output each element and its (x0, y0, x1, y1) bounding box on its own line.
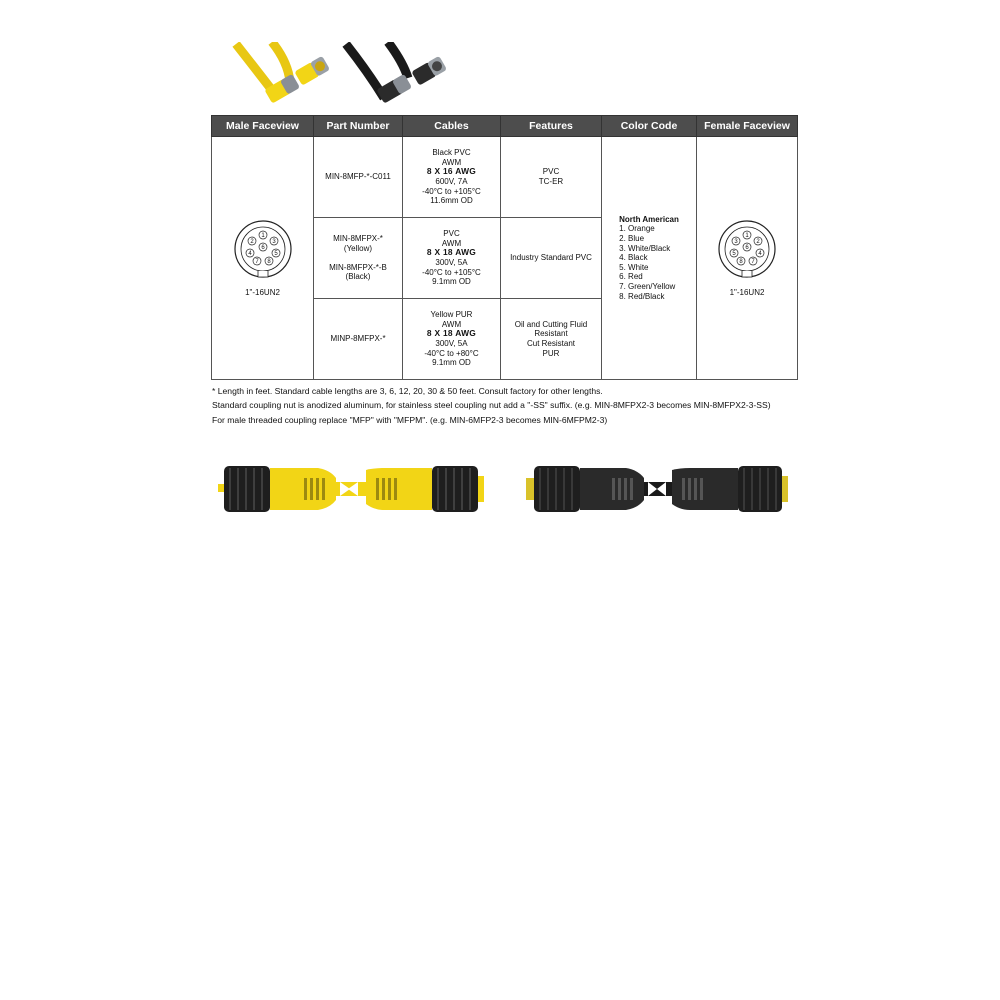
svg-text:6: 6 (260, 244, 265, 251)
part-number: MIN-8MFP-*-C011 (325, 172, 391, 182)
part-number-cell (314, 299, 403, 380)
svg-text:8: 8 (266, 258, 271, 265)
male-pin-8 (265, 257, 273, 265)
male-pin-4 (246, 249, 254, 257)
black-connector-pair-photo (526, 458, 788, 520)
svg-text:4: 4 (758, 250, 762, 257)
feature-line: Cut Resistant (526, 339, 576, 348)
color-code-item: 7. Green/Yellow (619, 281, 676, 291)
color-code-item: 6. Red (619, 272, 643, 282)
color-code-item: 2. Blue (619, 234, 645, 244)
feature-line: PVC (542, 167, 560, 177)
female-pin-6 (743, 243, 751, 251)
svg-text:5: 5 (732, 250, 736, 257)
cable-line: Yellow PUR (430, 310, 473, 320)
svg-text:7: 7 (751, 258, 755, 265)
svg-text:2: 2 (756, 238, 760, 245)
features-cell (501, 299, 602, 380)
svg-text:1: 1 (745, 232, 749, 239)
feature-line: PUR (542, 348, 560, 358)
color-code-item: 1. Orange (619, 224, 655, 234)
cable-line: PVC (443, 229, 460, 239)
svg-text:3: 3 (271, 238, 276, 245)
svg-text:2: 2 (249, 238, 254, 245)
color-code-title: North American (619, 214, 679, 224)
male-pin-7 (253, 257, 261, 265)
male-pin-2 (248, 237, 256, 245)
female-thread-size: 1"-16UN2 (729, 287, 765, 297)
cordset-photo (228, 42, 452, 114)
male-faceview-diagram (233, 219, 293, 279)
specification-table (211, 115, 798, 380)
table-row (212, 137, 798, 218)
cable-line: AWM (441, 238, 462, 248)
female-pin-5 (730, 249, 738, 257)
feature-line: TC-ER (538, 177, 564, 186)
cable-cell (403, 218, 501, 299)
cable-line: 600V, 7A (435, 177, 468, 186)
table-header-row (212, 116, 798, 137)
cable-line: -40°C to +105°C (422, 267, 481, 277)
svg-text:4: 4 (247, 250, 252, 257)
color-code-item: 4. Black (619, 253, 648, 263)
male-faceview-cell (212, 137, 314, 380)
female-pin-4 (756, 249, 764, 257)
cable-line: 300V, 5A (435, 339, 468, 348)
female-pin-7 (749, 257, 757, 265)
part-number-note: (Yellow) (343, 243, 373, 253)
part-number: MIN-8MFPX-* (333, 234, 383, 244)
cable-line: -40°C to +105°C (422, 186, 481, 196)
cable-line: AWM (441, 157, 462, 167)
svg-text:7: 7 (254, 258, 259, 265)
cable-line: 9.1mm OD (432, 277, 471, 287)
cable-cell (403, 137, 501, 218)
svg-text:6: 6 (745, 244, 749, 251)
header-cables: Cables (403, 116, 501, 137)
color-code-item: 3. White/Black (619, 243, 671, 253)
header-female-faceview: Female Faceview (697, 116, 798, 137)
footnote-coupling-nut: Standard coupling nut is anodized aluminum, for stainless steel coupling nut add a "-SS" suffix. (e.g. MIN-8MFPX2-3 becomes MIN-8MFPX2-3-SS) (212, 400, 771, 411)
feature-line: Resistant (534, 329, 568, 339)
cable-line: 11.6mm OD (430, 196, 473, 206)
yellow-connector-pair-photo (218, 458, 484, 520)
svg-text:1: 1 (260, 232, 265, 239)
header-features: Features (501, 116, 602, 137)
male-thread-size: 1"-16UN2 (245, 287, 280, 297)
svg-text:8: 8 (739, 258, 743, 265)
cable-line: AWM (441, 319, 462, 329)
svg-text:3: 3 (734, 238, 738, 245)
part-number: MIN-8MFPX-*-B (329, 262, 387, 272)
color-code-cell (602, 137, 697, 380)
part-number-note: (Black) (345, 272, 371, 282)
cable-gauge: 8 X 16 AWG (426, 166, 477, 177)
part-number-cell (314, 218, 403, 299)
cable-cell (403, 299, 501, 380)
feature-line: Oil and Cutting Fluid (514, 319, 588, 329)
female-pin-1 (743, 231, 751, 239)
female-pin-2 (754, 237, 762, 245)
footnote-male-thread: For male threaded coupling replace "MFP" with "MFPM". (e.g. MIN-6MFP2-3 becomes MIN-6MFPM2-3) (212, 414, 608, 425)
svg-text:5: 5 (273, 250, 278, 257)
color-code-item: 8. Red/Black (619, 291, 665, 301)
feature-line: Industry Standard PVC (510, 253, 592, 263)
female-pin-3 (732, 237, 740, 245)
cable-line: 9.1mm OD (432, 358, 471, 368)
cable-line: -40°C to +80°C (424, 348, 479, 358)
cable-line: Black PVC (432, 148, 471, 158)
female-pin-8 (737, 257, 745, 265)
female-faceview-diagram (717, 219, 777, 279)
features-cell (501, 218, 602, 299)
header-color-code: Color Code (602, 116, 697, 137)
cable-line: 300V, 5A (435, 258, 468, 267)
header-male-faceview: Male Faceview (212, 116, 314, 137)
male-pin-1 (259, 231, 267, 239)
header-part-number: Part Number (314, 116, 403, 137)
part-number: MINP-8MFPX-* (330, 334, 386, 344)
cable-gauge: 8 X 18 AWG (426, 247, 477, 258)
cable-gauge: 8 X 18 AWG (426, 328, 477, 339)
footnote-lengths: * Length in feet. Standard cable lengths are 3, 6, 12, 20, 30 & 50 feet. Consult factory for other lengths. (212, 386, 603, 396)
footnotes (212, 384, 771, 427)
male-pin-5 (272, 249, 280, 257)
features-cell (501, 137, 602, 218)
part-number-cell (314, 137, 403, 218)
female-faceview-cell (697, 137, 798, 380)
male-pin-6 (259, 243, 267, 251)
color-code-item: 5. White (619, 262, 649, 272)
male-pin-3 (270, 237, 278, 245)
